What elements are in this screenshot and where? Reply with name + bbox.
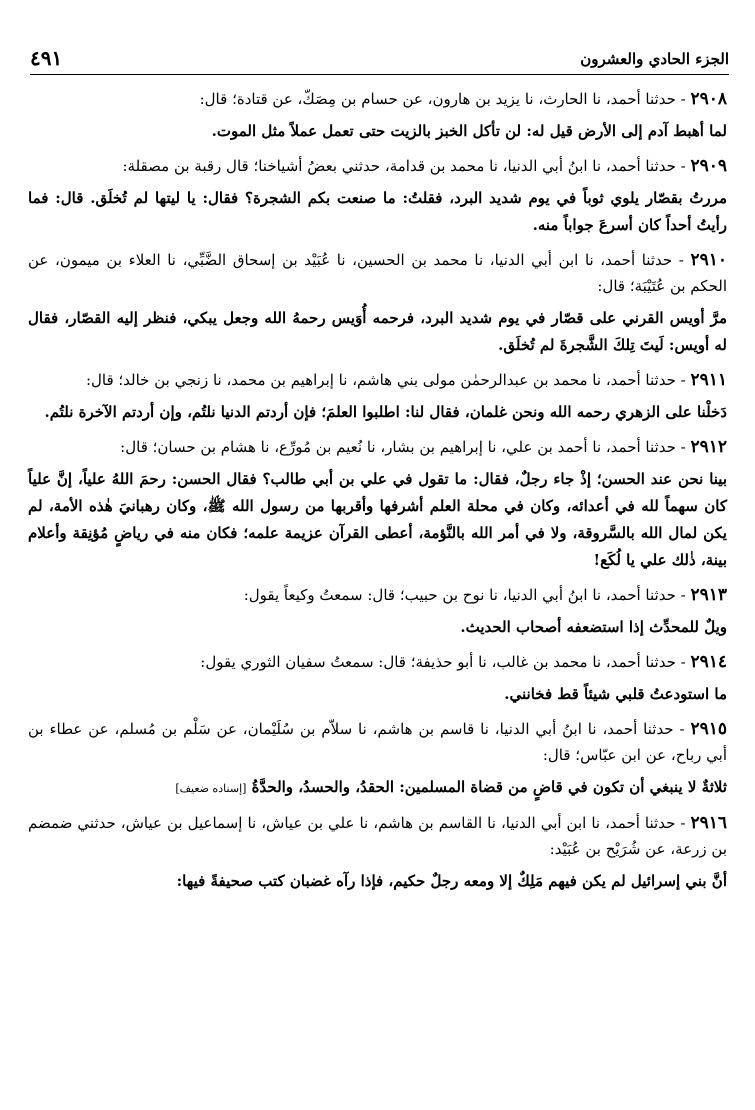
- grading-note: [إسناده ضعيف]: [175, 782, 247, 795]
- entry-number: ٢٩١٥: [690, 719, 727, 739]
- entry-matn: بينا نحن عند الحسن؛ إذْ جاء رجلٌ، فقال: ما تقول في علي بن أبي طالب؟ فقال الحسن: رحمَ اللهُ علياً، إنَّ علياً كان سهماً لله في أعدائه، وكان في محلة العلم أشرفها وأقربها من رسول الله ﷺ، وكان رهبانيَ هٰذه الأمة، لم يكن لمال الله بالسَّروقة، ولا في أمر الله بالنَّؤمة، أعطى القرآن عزيمة علمه؛ فكان منه في رياضٍ مُؤنِقة وأعلام بينة، ذٰلك علي يا لُكَع!: [28, 470, 727, 569]
- hadith-entry: [28, 649, 727, 708]
- entry-matn: ما استودعتُ قلبي شيئاً قط فخانني.: [504, 685, 727, 703]
- hadith-entry: [28, 716, 727, 802]
- entry-matn: [28, 774, 727, 802]
- isnad-text: - حدثنا أحمد، نا ابن أبي الدنيا، نا محمد بن الحسين، نا عُبَيْد بن إسحاق الضَّبِّي، نا العلاء بن ميمون، عن الحكم بن عُتَيْبَة؛ قال:: [28, 251, 727, 295]
- entry-isnad: [28, 716, 727, 768]
- entry-isnad: [28, 86, 727, 112]
- hadith-entry: [28, 582, 727, 641]
- entry-isnad: [28, 153, 727, 179]
- hadith-entry: [28, 434, 727, 574]
- page-body: [28, 82, 727, 903]
- entry-matn: ويلٌ للمحدِّث إذا استضعفه أصحاب الحديث.: [460, 618, 727, 636]
- entry-number: ٢٩١١: [690, 370, 727, 390]
- entry-isnad: [28, 582, 727, 608]
- isnad-text: - حدثنا أحمد، نا أحمد بن علي، نا إبراهيم بن بشار، نا نُعيم بن مُورِّع، نا هشام بن حسان؛ قال:: [120, 438, 686, 456]
- isnad-text: - حدثنا أحمد، نا ابنُ أبي الدنيا، نا محمد بن قدامة، حدثني بعضُ أشياخنا؛ قال رقبة بن مصقلة:: [122, 157, 686, 175]
- entry-number: ٢٩٠٨: [690, 89, 727, 109]
- page-header: [30, 34, 729, 75]
- entry-isnad: [28, 247, 727, 299]
- entry-matn: مرَّ أويس القرني على قصّار في يوم شديد البرد، فرحمه أُوَيس رحمهُ الله وجعل يبكي، فنظر إليه القصّار، فقال له أويس: لَيتَ تِلكَ الشَّجرةَ لم تُخلَق.: [28, 309, 727, 354]
- hadith-entry: [28, 153, 727, 239]
- page-number: ٤٩١: [30, 46, 63, 70]
- entry-number: ٢٩١٦: [690, 813, 727, 833]
- hadith-entry: [28, 810, 727, 895]
- running-title: الجزء الحادي والعشرون: [580, 50, 729, 68]
- entry-isnad: [28, 810, 727, 862]
- entry-number: ٢٩١٢: [690, 437, 727, 457]
- matn-text: ثلاثةٌ لا ينبغي أن تكون في قاضٍ من قضاة المسلمين: الحقدُ، والحسدُ، والحدَّةُ: [251, 778, 727, 796]
- entry-number: ٢٩١٣: [690, 585, 727, 605]
- entry-matn: لما أهبط آدم إلى الأرض قيل له: لن تأكل الخبز بالزيت حتى تعمل عملاً مثل الموت.: [211, 122, 727, 140]
- isnad-text: - حدثنا أحمد، نا ابن أبي الدنيا، نا القاسم بن هاشم، نا علي بن عياش، نا إسماعيل بن عياش، حدثني ضمضم بن زرعة، عن شُرَيْح بن عُبَيْد:: [28, 814, 727, 858]
- isnad-text: - حدثنا أحمد، نا الحارث، نا يزيد بن هارون، عن حسام بن مِصَكّ، عن قتادة؛ قال:: [199, 90, 686, 108]
- entry-matn: مررتُ بقصّار يلوي ثوباً في يوم شديد البرد، فقلتُ: ما صنعت بكم الشجرة؟ فقال: يا ليتها لم تُخلَق. قال: فما رأيتُ أحداً كان أسرعَ جواباً منه.: [28, 189, 727, 234]
- entry-matn: أنَّ بني إسرائيل لم يكن فيهم مَلِكٌ إلا ومعه رجلٌ حكيم، فإذا رآه غضبان كتب صحيفةً فيها:: [176, 872, 727, 890]
- entry-matn: دَخلْنا على الزهري رحمه الله ونحن غلمان، فقال لنا: اطلبوا العلمَ؛ فإن أردتم الدنيا نلتُم، وإن أردتم الآخرة نلتُم.: [44, 403, 727, 421]
- entry-number: ٢٩١٠: [690, 250, 727, 270]
- entry-isnad: [28, 367, 727, 393]
- entry-isnad: [28, 649, 727, 675]
- isnad-text: - حدثنا أحمد، نا ابنُ أبي الدنيا، نا نوح بن حبيب؛ قال: سمعتُ وكيعاً يقول:: [243, 586, 686, 604]
- hadith-entry: [28, 247, 727, 359]
- isnad-text: - حدثنا أحمد، نا ابنُ أبي الدنيا، نا قاسم بن هاشم، نا سلاّم بن سُلَيْمان، عن سَلْم بن مُسلم، عن عطاء بن أبي رباح، عن ابن عبّاس؛ قال:: [28, 720, 727, 764]
- isnad-text: - حدثنا أحمد، نا محمد بن عبدالرحمٰن مولى بني هاشم، نا إبراهيم بن محمد، نا زنجي بن خالد؛ قال:: [85, 371, 686, 389]
- entry-number: ٢٩١٤: [690, 652, 727, 672]
- hadith-entry: [28, 367, 727, 426]
- entry-isnad: [28, 434, 727, 460]
- hadith-entry: [28, 86, 727, 145]
- entry-number: ٢٩٠٩: [690, 156, 727, 176]
- isnad-text: - حدثنا أحمد، نا محمد بن غالب، نا أبو حذيفة؛ قال: سمعتُ سفيان الثوري يقول:: [200, 653, 686, 671]
